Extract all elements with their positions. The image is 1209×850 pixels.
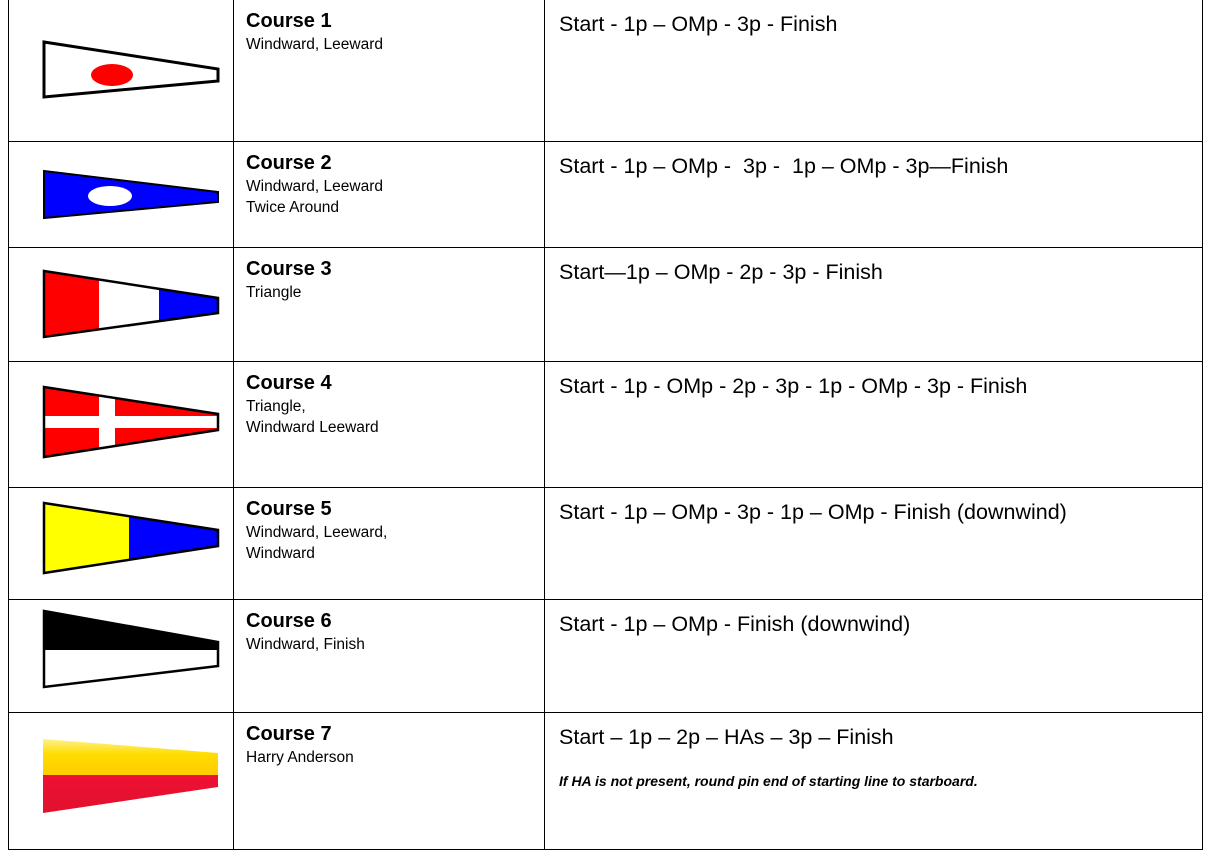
course-description: Windward, Finish (246, 636, 365, 653)
course-description-line2: Twice Around (246, 199, 340, 216)
course-description: Windward, Leeward (246, 178, 383, 195)
course-title: Course 2 (246, 152, 332, 174)
course-description: Windward, Leeward (246, 36, 383, 53)
course-title: Course 5 (246, 498, 332, 520)
flag-cell (9, 488, 234, 600)
red-pennant-white-cross-icon (41, 384, 221, 460)
course-name-cell (234, 142, 545, 248)
yellow-red-pennant-icon (41, 737, 221, 817)
red-white-blue-pennant-icon (41, 268, 221, 340)
flag-cell (9, 362, 234, 488)
course-title: Course 6 (246, 610, 332, 632)
course-title: Course 1 (246, 10, 332, 32)
course-name-cell (234, 713, 545, 850)
route-cell (545, 0, 1203, 142)
course-route: Start - 1p – OMp - Finish (downwind) (559, 612, 911, 636)
table-row (9, 600, 1203, 713)
course-description: Harry Anderson (246, 749, 354, 766)
course-route: Start – 1p – 2p – HAs – 3p – Finish (559, 725, 894, 749)
course-description: Triangle, (246, 398, 306, 415)
course-description: Windward, Leeward, (246, 524, 388, 541)
course-route: Start - 1p - OMp - 2p - 3p - 1p - OMp - 3p - Finish (559, 374, 1028, 398)
course-route: Start - 1p – OMp - 3p - 1p – OMp - Finish (downwind) (559, 500, 1067, 524)
route-cell (545, 713, 1203, 850)
course-name-cell (234, 488, 545, 600)
table-row (9, 713, 1203, 850)
flag-cell (9, 713, 234, 850)
flag-cell (9, 0, 234, 142)
course-name-cell (234, 248, 545, 362)
course-description-line2: Windward Leeward (246, 419, 379, 436)
course-name-cell (234, 600, 545, 713)
table-row (9, 362, 1203, 488)
table-row (9, 488, 1203, 600)
blue-pennant-white-disc-icon (41, 168, 221, 220)
course-route: Start - 1p – OMp - 3p - Finish (559, 12, 838, 36)
course-title: Course 3 (246, 258, 332, 280)
flag-cell (9, 248, 234, 362)
course-description: Triangle (246, 284, 302, 301)
route-cell (545, 142, 1203, 248)
course-title: Course 7 (246, 723, 332, 745)
course-route: Start—1p – OMp - 2p - 3p - Finish (559, 260, 883, 284)
course-name-cell (234, 362, 545, 488)
route-cell (545, 600, 1203, 713)
course-route: Start - 1p – OMp - 3p - 1p – OMp - 3p—Finish (559, 154, 1009, 178)
course-note: If HA is not present, round pin end of starting line to starboard. (559, 773, 978, 789)
route-cell (545, 362, 1203, 488)
table-row (9, 0, 1203, 142)
flag-cell (9, 600, 234, 713)
flag-cell (9, 142, 234, 248)
route-cell (545, 488, 1203, 600)
route-cell (545, 248, 1203, 362)
white-pennant-red-disc-icon (41, 39, 221, 99)
course-table (8, 0, 1203, 850)
course-name-cell (234, 0, 545, 142)
course-title: Course 4 (246, 372, 332, 394)
yellow-blue-pennant-icon (41, 500, 221, 576)
course-description-line2: Windward (246, 545, 315, 562)
table-row (9, 142, 1203, 248)
table-row (9, 248, 1203, 362)
black-white-pennant-icon (41, 608, 221, 690)
